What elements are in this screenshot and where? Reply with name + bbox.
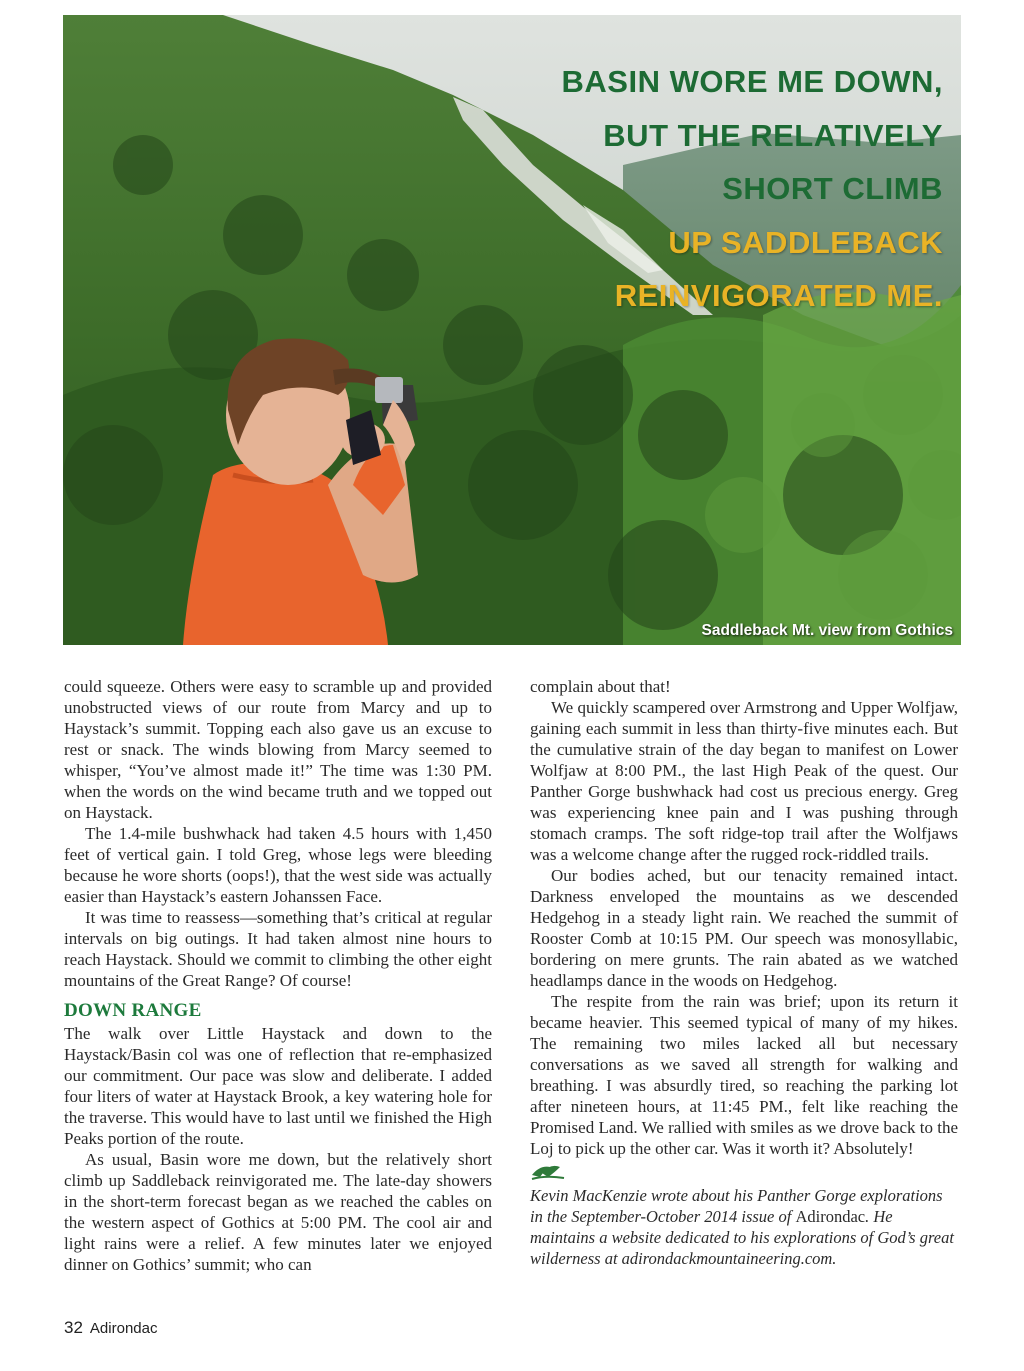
left-column	[64, 676, 492, 1275]
magazine-name: Adirondac	[89, 1320, 158, 1337]
pull-quote-line: REINVIGORATED ME.	[614, 278, 943, 313]
pull-quote-line: SHORT CLIMB	[722, 171, 943, 206]
section-heading: DOWN RANGE	[64, 1000, 202, 1021]
photo-caption: Saddleback Mt. view from Gothics	[701, 622, 953, 639]
right-column	[530, 676, 958, 1269]
pull-quote-line: UP SADDLEBACK	[668, 224, 943, 260]
paragraph: It was time to reassess—something that’s critical at regular intervals on big outings. It had taken almost nine hours to reach Haystack. Should we commit to climbing the other eight mountains of the Great Range? Of course!	[64, 908, 492, 990]
paragraph: complain about that!	[530, 677, 671, 696]
page-number: 32	[64, 1318, 83, 1337]
page-footer	[64, 1318, 157, 1338]
author-bio-text: . He maintains a website dedicated to his explorations of God’s great wilderness at adirondackmountaineering.com.	[530, 1207, 954, 1268]
feature-photo	[63, 15, 961, 645]
author-bio-text: Kevin MacKenzie wrote about his Panther Gorge explorations in the September-October 2014 issue of	[530, 1186, 943, 1226]
paragraph: could squeeze. Others were easy to scramble up and provided unobstructed views of our route from Marcy and up to Haystack’s summit. Topping each also gave us an excuse to rest or snack. The winds blowing from Marcy seemed to whisper, “You’ve almost made it!” The time was 1:30 PM. when the words on the wind became truth and we topped out on Haystack.	[64, 677, 492, 822]
author-bio	[530, 1185, 958, 1269]
paragraph: The respite from the rain was brief; upon its return it became heavier. This seemed typical of many of my hikes. The remaining two miles lacked all but necessary conversations as we saved all strength for walking and breathing. I was absurdly tired, so reaching the parking lot after nineteen hours, at 11:45 PM., felt like reaching the Promised Land. We rallied with smiles as we drove back to the Loj to pick up the other car. Was it worth it? Absolutely!	[530, 992, 958, 1158]
pull-quote	[423, 55, 943, 323]
magazine-title: Adirondac	[795, 1207, 866, 1226]
paragraph: Our bodies ached, but our tenacity remained intact. Darkness enveloped the mountains as we descended Hedgehog in a steady light rain. We reached the summit of Rooster Comb at 10:15 PM. Our speech was monosyllabic, bordering on mere grunts. The rain abated as we watched headlamps dance in the woods on Hedgehog.	[530, 866, 958, 990]
paragraph: We quickly scampered over Armstrong and Upper Wolfjaw, gaining each summit in less than thirty-five minutes each. But the cumulative strain of the day began to manifest on Lower Wolfjaw at 8:00 PM., the last High Peak of the quest. Our Panther Gorge bushwhack had cost us precious energy. Greg was experiencing knee pain and I was pushing through stomach cramps. The soft ridge-top trail after the Wolfjaws was a welcome change after the rugged rock-riddled trails.	[530, 698, 958, 864]
paragraph: The walk over Little Haystack and down to the Haystack/Basin col was one of reflection that re-emphasized our commitment. Our pace was slow and deliberate. I added four liters of water at Haystack Brook, a key watering hole for the traverse. This would have to last until we finished the High Peaks portion of the route.	[64, 1024, 492, 1148]
leaf-ornament-icon	[530, 1161, 566, 1183]
paragraph: The 1.4-mile bushwhack had taken 4.5 hours with 1,450 feet of vertical gain. I told Greg, whose legs were bleeding because he wore shorts (oops!), that the west side was actually easier than Haystack’s eastern Johanssen Face.	[64, 824, 492, 906]
pull-quote-line: BASIN WORE ME DOWN,	[561, 64, 943, 99]
paragraph: As usual, Basin wore me down, but the relatively short climb up Saddleback reinvigorated me. The late-day showers in the short-term forecast began as we reached the cables on the western aspect of Gothics at 5:00 PM. The cool air and light rains were a relief. A few minutes later we enjoyed dinner on Gothics’ summit; who can	[64, 1150, 492, 1274]
pull-quote-line: BUT THE RELATIVELY	[603, 117, 943, 153]
